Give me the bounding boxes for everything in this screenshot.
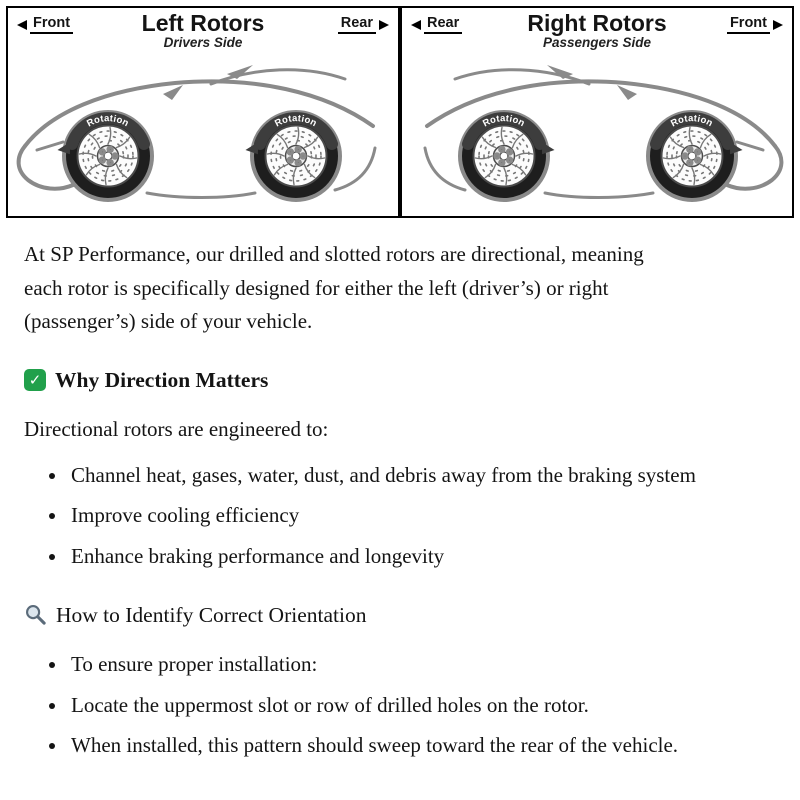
arrow-right-icon xyxy=(379,20,389,30)
rotor-direction-diagram xyxy=(6,6,794,218)
arrow-left-icon xyxy=(411,20,421,30)
heading-text: How to Identify Correct Orientation xyxy=(56,602,367,627)
article-body xyxy=(0,218,800,797)
rotation-label: Rotation xyxy=(84,112,132,130)
car-illustration-right xyxy=(402,52,792,210)
rotation-label: Rotation xyxy=(272,112,320,130)
magnifier-icon xyxy=(24,603,47,626)
orientation-steps-list xyxy=(24,648,718,763)
heading-why-direction-matters xyxy=(24,363,780,397)
left-rotors-panel xyxy=(6,6,400,218)
panel-title: Right Rotors xyxy=(527,10,667,36)
rotation-label: Rotation xyxy=(668,112,716,130)
engineered-lead: Directional rotors are engineered to: xyxy=(24,417,329,442)
front-direction-label: Front xyxy=(17,15,73,34)
panel-subtitle: Drivers Side xyxy=(163,35,243,51)
front-direction-label: Front xyxy=(727,15,783,34)
check-icon: ✓ xyxy=(24,369,46,391)
list-item: • When installed, this pattern should sweep toward the rear of the vehicle. xyxy=(68,729,718,763)
car-illustration-left xyxy=(8,52,398,210)
rear-direction-label: Rear xyxy=(338,15,389,34)
list-item: • Channel heat, gases, water, dust, and debris away from the braking system xyxy=(68,459,718,493)
list-item: • Locate the uppermost slot or row of drilled holes on the rotor. xyxy=(68,689,718,723)
list-item: • To ensure proper installation: xyxy=(68,648,718,682)
panel-title: Left Rotors xyxy=(141,10,265,36)
arrow-right-icon xyxy=(773,20,783,30)
panel-subtitle: Passengers Side xyxy=(542,35,652,51)
heading-text: Why Direction Matters xyxy=(55,367,269,392)
intro-paragraph: At SP Performance, our drilled and slotted rotors are directional, meaning each rotor is specifically designed for either the left (driver’s) or right (passenger’s) side of your vehicle. xyxy=(24,242,644,334)
list-item: • Enhance braking performance and longevity xyxy=(68,540,718,574)
right-rotors-panel xyxy=(400,6,794,218)
rear-direction-label: Rear xyxy=(411,15,462,34)
rotation-label: Rotation xyxy=(480,112,528,130)
direction-benefits-list xyxy=(24,459,718,574)
heading-identify-orientation xyxy=(24,598,780,632)
arrow-left-icon xyxy=(17,20,27,30)
list-item: • Improve cooling efficiency xyxy=(68,499,718,533)
